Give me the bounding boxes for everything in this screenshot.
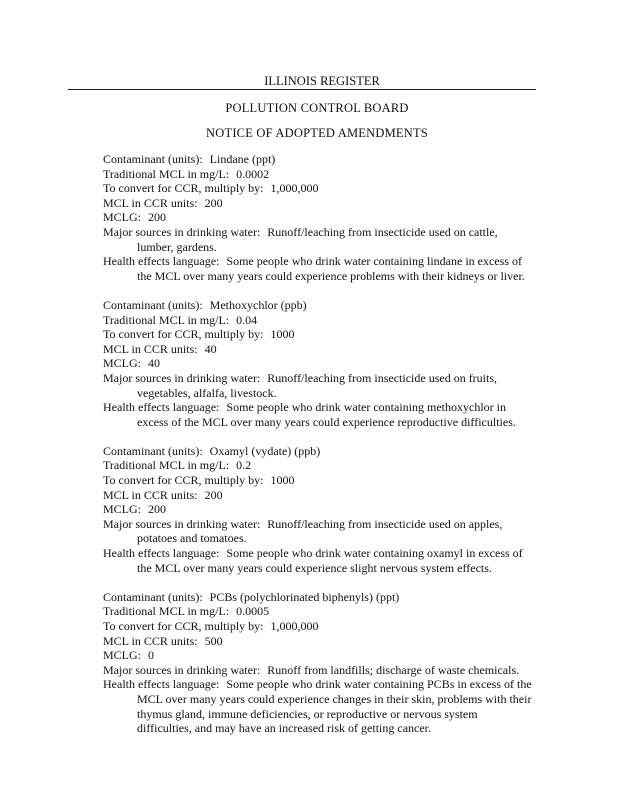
- convert-line: To convert for CCR, multiply by: 1000: [103, 327, 295, 342]
- mclg-line: MCLG: 40: [103, 356, 161, 371]
- contaminant-line: Contaminant (units): PCBs (polychlorinated biphenyls) (ppt): [103, 589, 400, 604]
- contaminant-entry: [103, 444, 533, 575]
- header-rule: [68, 89, 536, 90]
- mclg-line: MCLG: 200: [103, 210, 167, 225]
- contaminant-line: Contaminant (units): Oxamyl (vydate) (ppb): [103, 443, 321, 458]
- mclg-line: MCLG: 200: [103, 502, 167, 517]
- sources-line: Major sources in drinking water: Runoff from landfills; discharge of waste chemicals.: [103, 662, 520, 677]
- notice-title: NOTICE OF ADOPTED AMENDMENTS: [206, 126, 428, 140]
- health-effects-line: Health effects language: Some people who drink water containing methoxychlor in excess of the MCL over many years could experience reproductive difficulties.: [103, 400, 516, 429]
- contaminant-entry: [103, 590, 533, 736]
- sources-line: Major sources in drinking water: Runoff/leaching from insecticide used on cattle, lumber, gardens.: [103, 224, 498, 254]
- contaminant-line: Contaminant (units): Lindane (ppt): [103, 152, 276, 166]
- board-title: POLLUTION CONTROL BOARD: [225, 101, 409, 115]
- ccr-units-line: MCL in CCR units: 40: [103, 341, 217, 356]
- contaminant-entry: [103, 298, 533, 429]
- mclg-line: MCLG: 0: [103, 648, 155, 663]
- contaminant-line: Contaminant (units): Methoxychlor (ppb): [103, 297, 307, 312]
- convert-line: To convert for CCR, multiply by: 1000: [103, 473, 295, 488]
- mcl-line: Traditional MCL in mg/L: 0.0002: [103, 166, 270, 181]
- ccr-units-line: MCL in CCR units: 200: [103, 195, 223, 210]
- register-header: [68, 74, 536, 89]
- contaminant-entry: [103, 152, 533, 283]
- mcl-line: Traditional MCL in mg/L: 0.04: [103, 312, 258, 327]
- convert-line: To convert for CCR, multiply by: 1,000,000: [103, 181, 319, 196]
- convert-line: To convert for CCR, multiply by: 1,000,000: [103, 619, 319, 633]
- mcl-line: Traditional MCL in mg/L: 0.0005: [103, 604, 270, 619]
- ccr-units-line: MCL in CCR units: 500: [103, 633, 223, 648]
- health-effects-line: Health effects language: Some people who drink water containing PCBs in excess of the MCL over many years could experience changes in their skin, problems with their thymus gland, immune deficiencies, or reproductive or nervous system difficulties, and may have an increased risk of getting cancer.: [103, 677, 532, 736]
- mcl-line: Traditional MCL in mg/L: 0.2: [103, 458, 252, 473]
- sources-line: Major sources in drinking water: Runoff/leaching from insecticide used on apples, potatoes and tomatoes.: [103, 516, 503, 546]
- health-effects-line: Health effects language: Some people who drink water containing lindane in excess of the MCL over many years could experience problems with their kidneys or liver.: [103, 254, 525, 283]
- contaminant-list: [103, 152, 533, 750]
- register-title: ILLINOIS REGISTER: [264, 74, 380, 88]
- ccr-units-line: MCL in CCR units: 200: [103, 487, 223, 502]
- health-effects-line: Health effects language: Some people who drink water containing oxamyl in excess of the MCL over many years could experience slight nervous system effects.: [103, 546, 523, 575]
- sources-line: Major sources in drinking water: Runoff/leaching from insecticide used on fruits, vegetables, alfalfa, livestock.: [103, 370, 498, 400]
